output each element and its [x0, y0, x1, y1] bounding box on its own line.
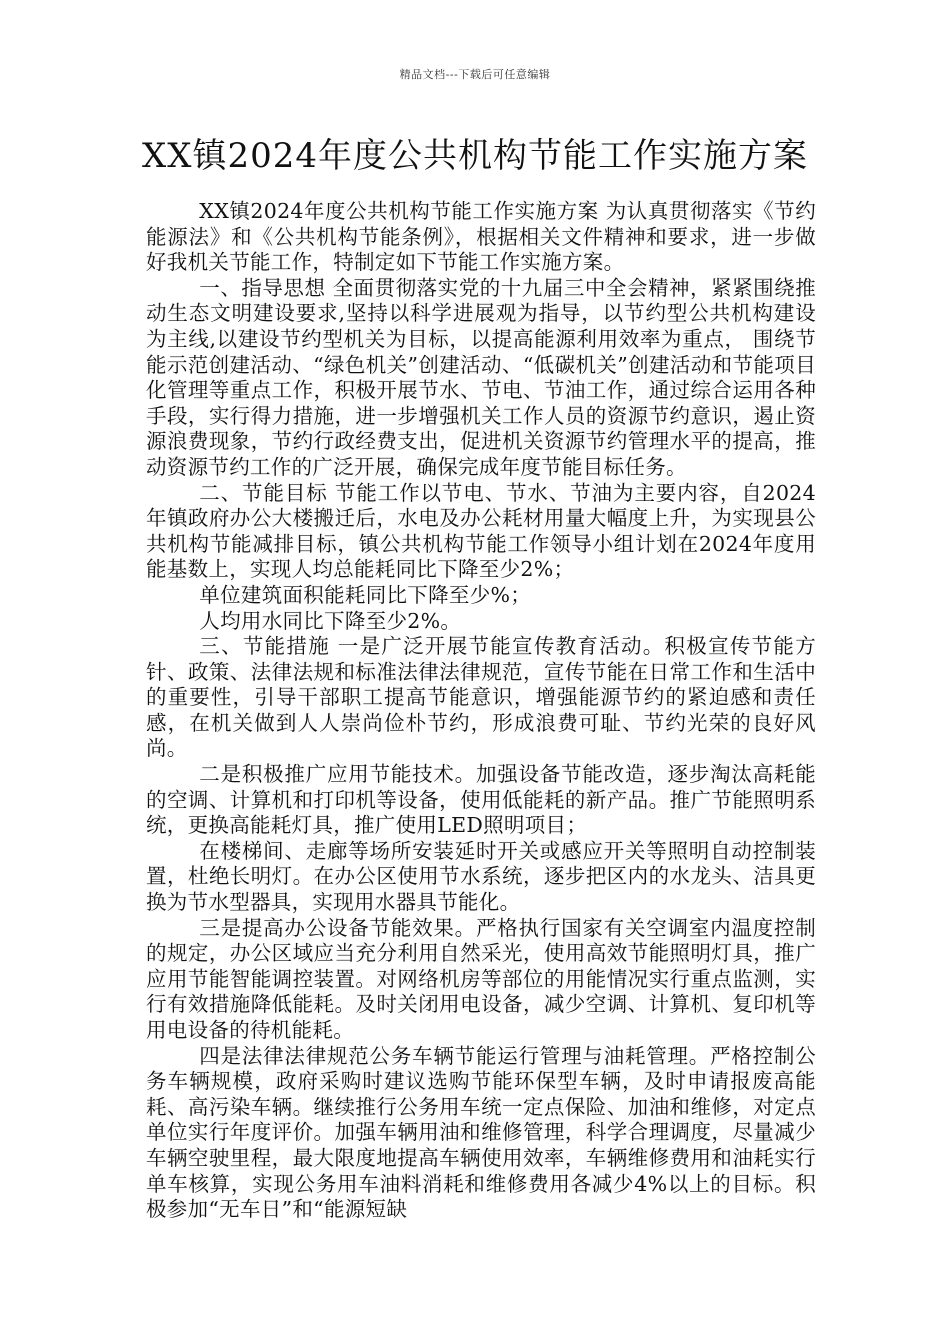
- paragraph-measures-technology: 二是积极推广应用节能技术。加强设备节能改造，逐步淘汰高耗能的空调、计算机和打印机等设备，使用低能耗的新产品。推广节能照明系统，更换高能耗灯具，推广使用LED照明项目；: [146, 762, 816, 838]
- paragraph-water-target: 人均用水同比下降至少2%。: [199, 608, 462, 633]
- document-title: XX镇2024年度公共机构节能工作实施方案: [142, 136, 808, 176]
- paragraph-measures-lighting-water: 在楼梯间、走廊等场所安装延时开关或感应开关等照明自动控制装置，杜绝长明灯。在办公区使用节水系统，逐步把区内的水龙头、洁具更换为节水型器具，实现用水器具节能化。: [146, 838, 816, 915]
- paragraph-measures-office-equipment: 三是提高办公设备节能效果。严格执行国家有关空调室内温度控制的规定，办公区域应当充分利用自然采光，使用高效节能照明灯具，推广应用节能智能调控装置。对网络机房等部位的用能情况实行重点监测，实行有效措施降低能耗。及时关闭用电设备，减少空调、计算机、复印机等用电设备的待机能耗。: [146, 915, 816, 1042]
- paragraph-measures-publicity: 三、节能措施 一是广泛开展节能宣传教育活动。积极宣传节能方针、政策、法律法规和标准法律法律规范，宣传节能在日常工作和生活中的重要性，引导干部职工提高节能意识，增强能源节约的紧迫感和责任感，在机关做到人人崇尚俭朴节约，形成浪费可耻、节约光荣的良好风尚。: [146, 634, 816, 761]
- paragraph-intro: XX镇2024年度公共机构节能工作实施方案 为认真贯彻落实《节约能源法》和《公共机构节能条例》，根据相关文件精神和要求，进一步做好我机关节能工作，特制定如下节能工作实施方案。: [146, 199, 816, 275]
- paragraph-building-energy-target: 单位建筑面积能耗同比下降至少%；: [199, 582, 532, 607]
- paragraph-energy-targets: 二、节能目标 节能工作以节电、节水、节油为主要内容，自2024年镇政府办公大楼搬迁后，水电及办公耗材用量大幅度上升，为实现县公共机构节能减排目标，镇公共机构节能工作领导小组计划在2024年度用能基数上，实现人均总能耗同比下降至少2%；: [146, 480, 816, 582]
- paragraph-measures-vehicles: 四是法律法律规范公务车辆节能运行管理与油耗管理。严格控制公务车辆规模，政府采购时建议选购节能环保型车辆，及时申请报废高能耗、高污染车辆。继续推行公务用车统一定点保险、加油和维修，对定点单位实行年度评价。加强车辆用油和维修管理，科学合理调度，尽量减少车辆空驶里程，最大限度地提高车辆使用效率，车辆维修费用和油耗实行单车核算，实现公务用车油料消耗和维修费用各减少4%以上的目标。积极参加“无车日”和“能源短缺: [146, 1043, 816, 1222]
- document-body: [146, 199, 816, 1223]
- paragraph-guiding-ideology: 一、指导思想 全面贯彻落实党的十九届三中全会精神，紧紧围绕推动生态文明建设要求,坚持以科学进展观为指导，以节约型公共机构建设为主线,以建设节约型机关为目标，以提高能源利用效率为重点， 围绕节能示范创建活动、“绿色机关”创建活动、“低碳机关”创建活动和节能项目化管理等重点工作，积极开展节水、节电、节油工作，通过综合运用各种手段，实行得力措施，进一步增强机关工作人员的资源节约意识，遏止资源浪费现象，节约行政经费支出，促进机关资源节约管理水平的提高，推动资源节约工作的广泛开展，确保完成年度节能目标任务。: [146, 275, 816, 479]
- header-note: 精品文档---下载后可任意编辑: [399, 68, 551, 81]
